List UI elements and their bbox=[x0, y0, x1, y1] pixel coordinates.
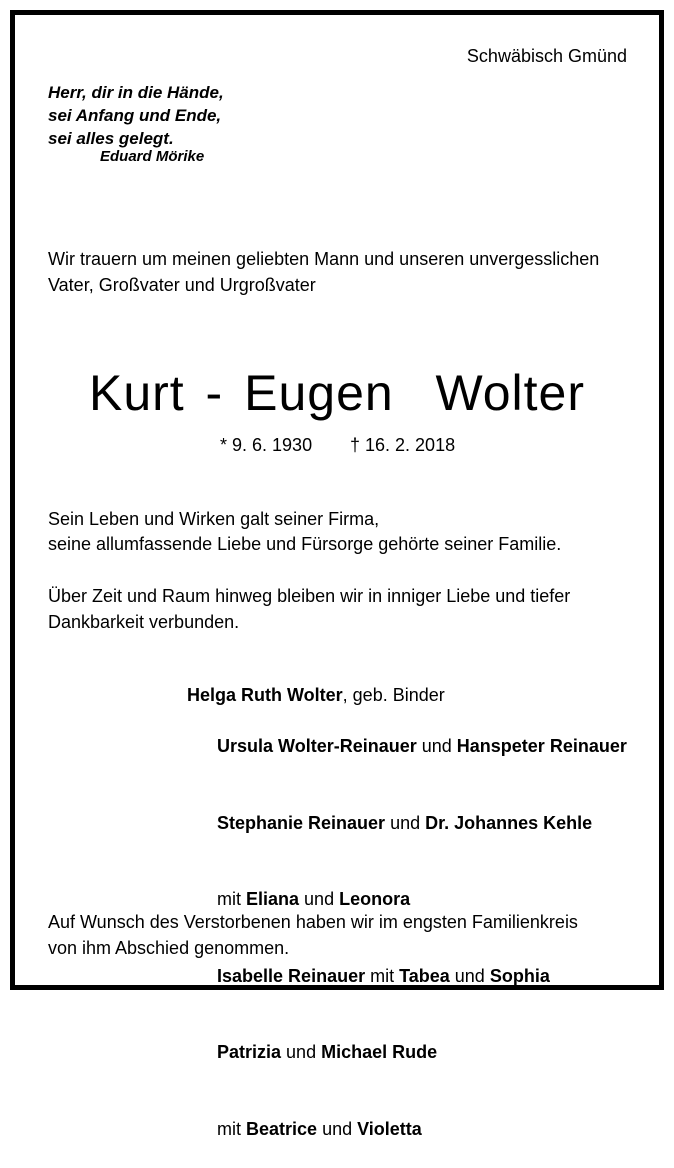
verse-line: sei alles gelegt. bbox=[48, 129, 174, 148]
mourner-name: Eliana bbox=[246, 889, 300, 909]
obituary-frame bbox=[10, 10, 664, 1139]
conjunction: und bbox=[281, 1042, 322, 1062]
verse-line: Herr, dir in die Hände, bbox=[48, 83, 224, 102]
conjunction: mit bbox=[365, 965, 400, 986]
mourner-name: Sophia bbox=[489, 965, 550, 986]
closing-note bbox=[48, 909, 578, 961]
conjunction: und bbox=[416, 736, 457, 756]
closing-line: Auf Wunsch des Verstorbenen haben wir im engsten Familienkreis bbox=[48, 912, 578, 932]
remembrance-paragraph bbox=[48, 583, 570, 635]
conjunction: mit bbox=[217, 889, 247, 909]
mourner-row bbox=[187, 683, 627, 709]
mourner-name: Leonora bbox=[339, 889, 411, 909]
verse-author: Eduard Mörike bbox=[100, 148, 205, 165]
mourner-name: Violetta bbox=[357, 1118, 422, 1139]
remembrance-line: Dankbarkeit verbunden. bbox=[48, 612, 240, 632]
mourner-name: Isabelle Reinauer bbox=[217, 965, 366, 986]
deceased-name: Kurt - Eugen Wolter bbox=[88, 365, 586, 421]
mourner-row bbox=[187, 1015, 627, 1092]
mourner-name: Helga Ruth Wolter bbox=[187, 685, 343, 705]
conjunction: und bbox=[449, 965, 490, 986]
mourner-name: Tabea bbox=[399, 965, 450, 986]
intro-line: Vater, Großvater und Urgroßvater bbox=[48, 275, 316, 295]
location-label: Schwäbisch Gmünd bbox=[466, 46, 627, 66]
mourner-row bbox=[187, 709, 627, 786]
mourner-name: Ursula Wolter-Reinauer bbox=[217, 736, 417, 756]
conjunction: und bbox=[385, 812, 426, 833]
remembrance-line: Über Zeit und Raum hinweg bleiben wir in inniger Liebe und tiefer bbox=[48, 586, 571, 606]
intro-text bbox=[48, 246, 599, 298]
mourner-note: , geb. Binder bbox=[342, 685, 445, 705]
mourner-name: Michael Rude bbox=[321, 1042, 438, 1062]
conjunction: und bbox=[299, 889, 340, 909]
mourner-name: Beatrice bbox=[246, 1118, 318, 1139]
mourner-row bbox=[187, 785, 627, 862]
verse-quote bbox=[48, 81, 224, 150]
verse-line: sei Anfang und Ende, bbox=[48, 106, 222, 125]
closing-line: von ihm Abschied genommen. bbox=[48, 938, 290, 958]
mourner-name: Patrizia bbox=[217, 1042, 282, 1062]
mourner-name: Stephanie Reinauer bbox=[217, 812, 386, 833]
birth-date: * 9. 6. 1930 bbox=[220, 435, 313, 455]
conjunction: mit bbox=[217, 1118, 247, 1139]
tribute-line: seine allumfassende Liebe und Fürsorge gehörte seiner Familie. bbox=[48, 534, 562, 554]
mourner-name: Dr. Johannes Kehle bbox=[425, 812, 593, 833]
death-date: † 16. 2. 2018 bbox=[350, 435, 456, 455]
intro-line: Wir trauern um meinen geliebten Mann und unseren unvergesslichen bbox=[48, 249, 600, 269]
tribute-line: Sein Leben und Wirken galt seiner Firma, bbox=[48, 509, 380, 529]
tribute-paragraph bbox=[48, 507, 561, 557]
mourner-name: Hanspeter Reinauer bbox=[456, 736, 627, 756]
mourner-row bbox=[187, 1091, 627, 1168]
conjunction: und bbox=[317, 1118, 358, 1139]
